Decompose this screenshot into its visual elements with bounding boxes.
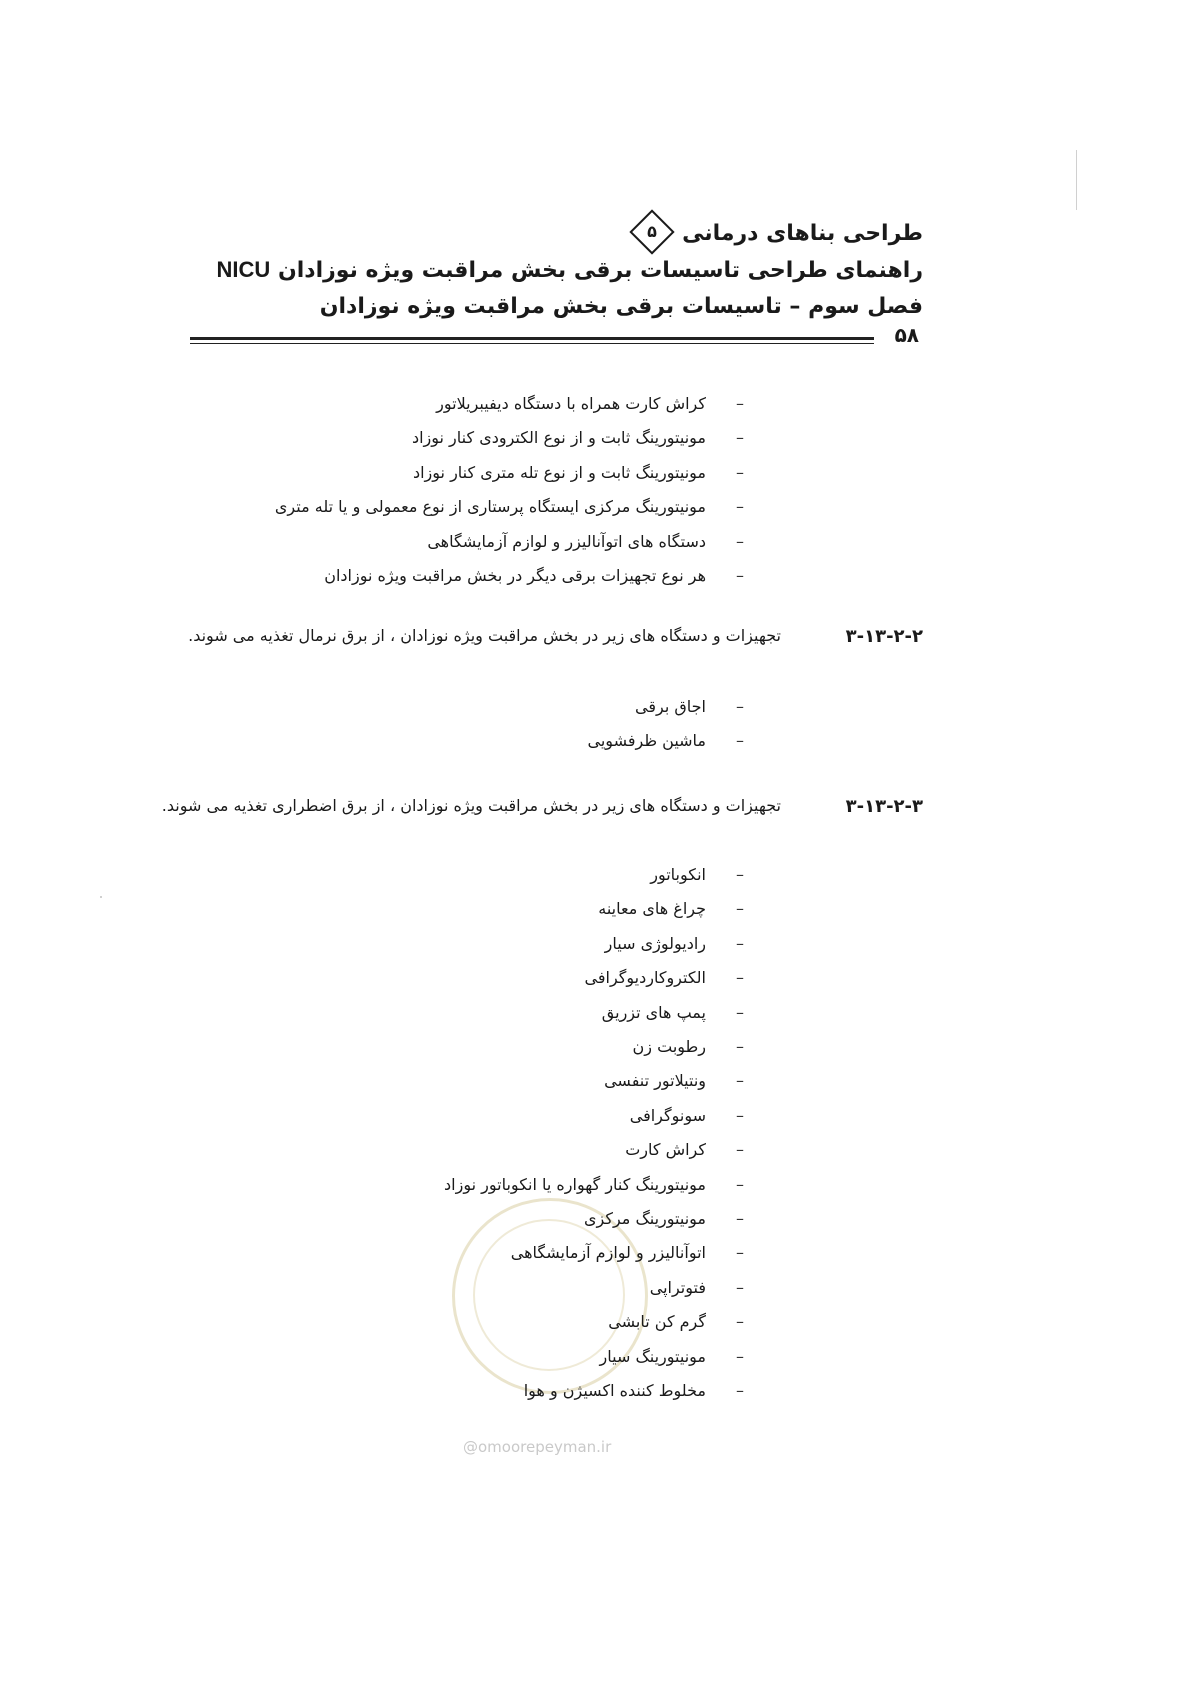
list-item: – سونوگرافی — [629, 1105, 744, 1125]
list-item: – مونیتورینگ ثابت و از نوع الکترودی کنار نوزاد — [411, 428, 744, 448]
list-item: – الکتروکاردیوگرافی — [584, 968, 744, 988]
list-item: – مونیتورینگ مرکزی ایستگاه پرستاری از نوع معمولی و یا تله متری — [274, 497, 744, 517]
list-item: – انکوباتور — [650, 865, 744, 884]
list-item: – مونیتورینگ ثابت و از نوع تله متری کنار نوزاد — [412, 462, 744, 482]
list-item: – فتوتراپی — [649, 1277, 744, 1297]
list-item: – رادیولوژی سیار — [604, 933, 744, 953]
list-item: – هر نوع تجهیزات برقی دیگر در بخش مراقبت ویژه نوزادان — [324, 566, 744, 586]
header-rule-thin — [190, 343, 874, 344]
list-item: – اجاق برقی — [635, 697, 744, 716]
section-3-13-2-3 — [163, 796, 923, 826]
list-item: – مونیتورینگ سیار — [599, 1346, 744, 1366]
page-header — [163, 216, 923, 325]
list-item: – مونیتورینگ مرکزی — [584, 1209, 744, 1229]
list-item: – ماشین ظرفشویی — [587, 731, 744, 751]
list-item: – کراش کارت همراه با دستگاه دیفیبریلاتور — [436, 394, 744, 413]
list-item: – مخلوط کننده اکسیژن و هوا — [523, 1381, 744, 1401]
volume-badge: ۵ — [630, 209, 675, 254]
list-item: – چراغ های معاینه — [598, 899, 744, 919]
section-3-13-2-2 — [163, 626, 923, 656]
section-text: تجهیزات و دستگاه های زیر در بخش مراقبت ویژه نوزادان ، از برق اضطراری تغذیه می شوند. — [161, 796, 781, 815]
emergency-power-list — [444, 858, 744, 1409]
website-watermark: @omoorepeyman.ir — [463, 1438, 612, 1456]
book-title — [163, 216, 923, 252]
list-item: – مونیتورینگ کنار گهواره یا انکوباتور نوزاد — [444, 1174, 744, 1194]
normal-power-list — [587, 690, 744, 759]
list-item: – دستگاه های اتوآنالیزر و لوازم آزمایشگاهی — [427, 531, 744, 551]
section-number: ۳-۱۳-۲-۳ — [845, 796, 923, 817]
section-text: تجهیزات و دستگاه های زیر در بخش مراقبت ویژه نوزادان ، از برق نرمال تغذیه می شوند. — [188, 626, 781, 645]
scan-mark — [1076, 150, 1077, 210]
guide-title-text: راهنمای طراحی تاسیسات برقی بخش مراقبت ویژه نوزادان — [277, 258, 923, 283]
header-rule-thick — [190, 337, 874, 340]
scan-mark — [100, 896, 102, 898]
page-number: ۵۸ — [894, 323, 919, 347]
list-item: – کراش کارت — [625, 1140, 744, 1160]
guide-title — [163, 252, 923, 289]
list-item: – اتوآنالیزر و لوازم آزمایشگاهی — [510, 1243, 744, 1263]
guide-title-tag: NICU — [216, 257, 271, 282]
list-item: – گرم کن تابشی — [608, 1312, 744, 1332]
list-item: – رطوبت زن — [632, 1037, 744, 1057]
list-item: – ونتیلاتور تنفسی — [604, 1071, 744, 1091]
book-title-text: طراحی بناهای درمانی — [682, 221, 923, 246]
list-item: – پمپ های تزریق — [601, 1002, 744, 1022]
equipment-list-continued — [274, 387, 744, 593]
chapter-title: فصل سوم – تاسیسات برقی بخش مراقبت ویژه نوزادان — [319, 294, 923, 319]
section-number: ۳-۱۳-۲-۲ — [845, 626, 923, 647]
